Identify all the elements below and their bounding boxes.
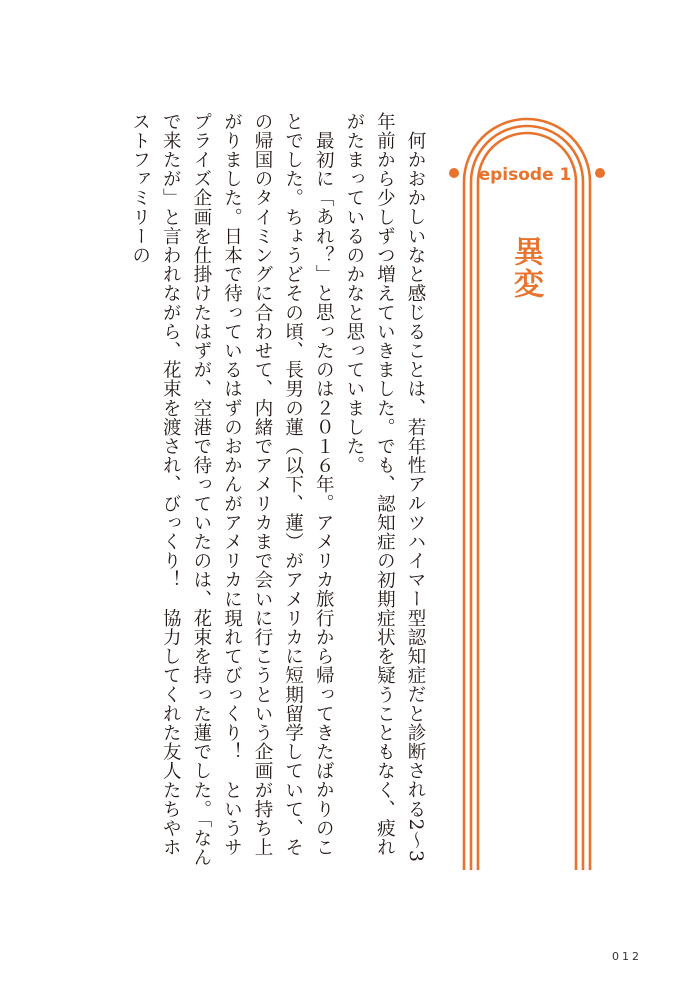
arch-line-outer — [464, 119, 590, 870]
paragraph: 何かおかしいなと感じることは、若年性アルツハイマー型認知症だと診断される2〜3年前から少しずつ増えていきました。でも、認知症の初期症状を疑うこともなく、疲れがたまっているのかなと思っていました。 — [343, 112, 426, 862]
arch-dot-left — [449, 168, 459, 178]
chapter-title: 異変 — [508, 236, 543, 300]
arch-frame-decoration — [444, 110, 610, 870]
episode-label: episode 1 — [478, 165, 572, 185]
arch-dot-right — [595, 168, 605, 178]
paragraph: 最初に「あれ？」と思ったのは２０１６年。アメリカ旅行から帰ってきたばかりのことでした。ちょうどその頃、長男の蓮（以下、蓮）がアメリカに短期留学していて、その帰国のタイミングに合わせて、内緒でアメリカまで会いに行こうという企画が持ち上がりました。日本で待っているはずのおかんがアメリカに現れてびっくり！ というサプライズ企画を仕掛けたはずが、空港で待っていたのは、花束を持った蓮でした。「なんで来たが」と言われながら、花束を渡され、びっくり！ 協力してくれた友人たちやホストファミリーの — [129, 112, 335, 867]
page-number: 012 — [612, 950, 642, 963]
body-text — [118, 112, 430, 872]
